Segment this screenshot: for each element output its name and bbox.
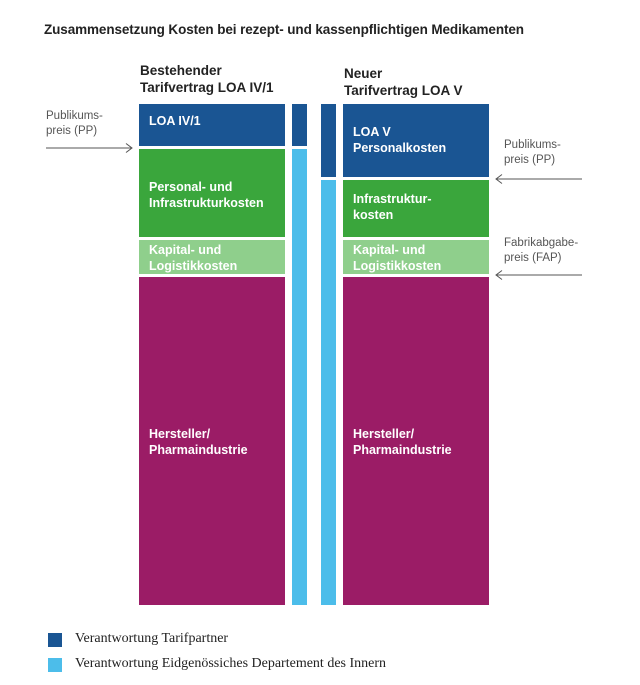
left-kapital-line2: Logistikkosten [149,259,238,273]
left-loa-label: LOA IV/1 [149,114,201,128]
right-loa-line2: Personalkosten [353,141,447,155]
legend-swatch-tarifpartner [48,633,62,647]
right-infra-line2: kosten [353,208,394,222]
left-personal-line2: Infrastrukturkosten [149,196,264,210]
left-pp-line2: preis (PP) [46,125,98,137]
legend-swatch-edi [48,658,62,672]
left-hersteller-line1: Hersteller/ [149,427,211,441]
right-hersteller-line2: Pharmaindustrie [353,443,452,457]
left-pp-arrow [46,144,132,153]
right-pp-line2: preis (PP) [504,154,556,166]
chart-title: Zusammensetzung Kosten bei rezept- und kassenpflichtigen Medikamenten [44,22,524,37]
legend-label-tarifpartner: Verantwortung Tarifpartner [75,631,229,646]
right-kapital-line2: Logistikkosten [353,259,442,273]
right-heading-line2: Tarifvertrag LOA V [344,83,463,98]
right-loa-line1: LOA V [353,125,391,139]
right-fap-arrow [496,271,582,280]
right-fap-line1: Fabrikabgabe- [504,237,579,249]
legend-label-edi: Verantwortung Eidgenössiches Departement des Innern [75,656,387,671]
left-heading-line1: Bestehender [140,63,222,78]
left-kapital-line1: Kapital- und [149,243,222,257]
left-pp-line1: Publikums- [46,110,103,122]
left-personal-line1: Personal- und [149,180,233,194]
right-pp-line1: Publikums- [504,139,561,151]
left-heading-line2: Tarifvertrag LOA IV/1 [140,80,274,95]
right-kapital-line1: Kapital- und [353,243,426,257]
right-pp-arrow [496,175,582,184]
right-heading-line1: Neuer [344,66,383,81]
right-hersteller-line1: Hersteller/ [353,427,415,441]
right-fap-line2: preis (FAP) [504,252,562,264]
right-infra-line1: Infrastruktur- [353,192,432,206]
left-hersteller-line2: Pharmaindustrie [149,443,248,457]
